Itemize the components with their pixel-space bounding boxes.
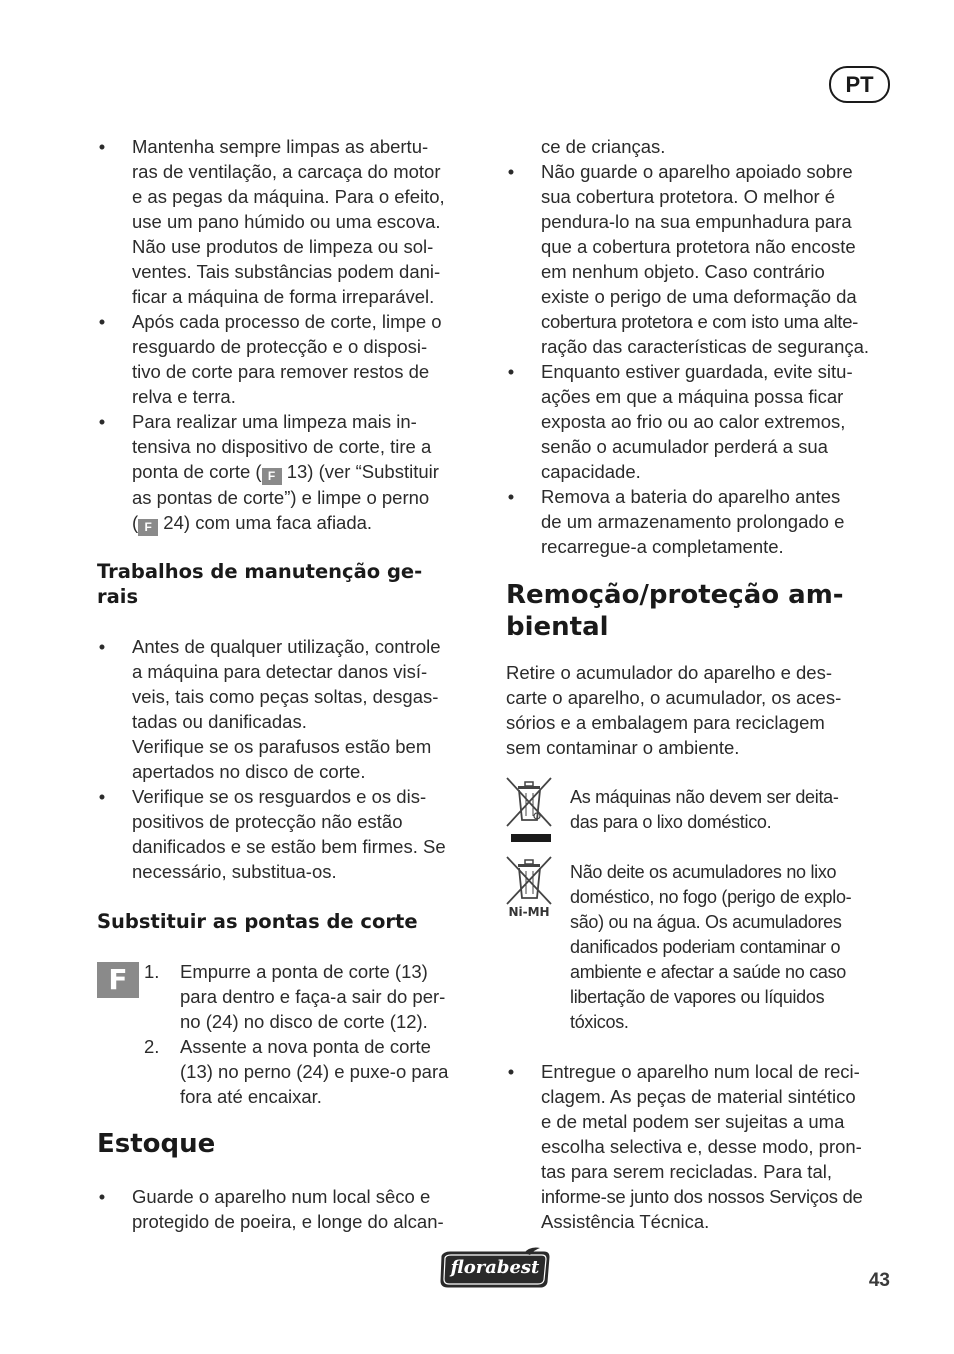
text-line bbox=[132, 510, 481, 536]
text-line: danificados poderiam contaminar o bbox=[570, 937, 841, 957]
text-line: Após cada processo de corte, limpe o bbox=[132, 311, 442, 332]
battery-type-label: Ni-MH bbox=[508, 905, 550, 919]
text-fragment: ( bbox=[132, 512, 139, 533]
text-line: necessário, substitua-os. bbox=[132, 861, 337, 882]
text-line: ficar a máquina de forma irreparável. bbox=[132, 286, 435, 307]
text-line: Assistência Técnica. bbox=[541, 1211, 710, 1232]
list-item: • Entregue o aparelho num local de reci- clagem. As peças de material sintético e de metal podem ser sujeitas a uma escolha selectiva e, desse modo, pron- tas para serem recicladas. Para tal, informe-se junto dos nossos Serviços de Assistência Técnica. bbox=[506, 1059, 896, 1234]
text-line: existe o perigo de uma deformação da bbox=[541, 286, 857, 307]
text-line: Guarde o aparelho num local sêco e bbox=[132, 1186, 431, 1207]
text-line: (13) no perno (24) e puxe-o para bbox=[180, 1061, 449, 1082]
text-line: ração das características de segurança. bbox=[541, 336, 870, 357]
text-line: Verifique se os parafusos estão bem bbox=[132, 736, 432, 757]
text-line: Para realizar uma limpeza mais in- bbox=[132, 411, 417, 432]
heading-line: Trabalhos de manutenção ge- bbox=[97, 560, 423, 583]
disposal-intro bbox=[506, 660, 896, 760]
text-line: recarregue-a completamente. bbox=[541, 536, 784, 557]
text-line: para dentro e faça-a sair do per- bbox=[180, 986, 446, 1007]
text-line: carte o aparelho, o acumulador, os aces- bbox=[506, 687, 842, 708]
text-line: libertação de vapores ou líquidos bbox=[570, 987, 825, 1007]
text-line: e as pegas da máquina. Para o efeito, bbox=[132, 186, 445, 207]
text-line: escolha selectiva e, desse modo, pron- bbox=[541, 1136, 862, 1157]
battery-crossed-bin-icon bbox=[502, 856, 556, 926]
weee-note bbox=[570, 785, 890, 835]
text-line: a máquina para detectar danos visí- bbox=[132, 661, 428, 682]
text-line: Antes de qualquer utilização, controle bbox=[132, 636, 441, 657]
text-line: apertados no disco de corte. bbox=[132, 761, 366, 782]
brand-logo bbox=[438, 1246, 552, 1290]
text-line: ce de crianças. bbox=[541, 136, 666, 157]
text-line: danificados e se estão bem firmes. Se bbox=[132, 836, 446, 857]
text-line: Assente a nova ponta de corte bbox=[180, 1036, 431, 1057]
language-badge: PT bbox=[829, 66, 890, 103]
text-line: fora até encaixar. bbox=[180, 1086, 322, 1107]
text-line: Mantenha sempre limpas as abertu- bbox=[132, 136, 429, 157]
maintenance-list bbox=[97, 634, 481, 884]
list-item: • Guarde o aparelho num local sêco e protegido de poeira, e longe do alcan- bbox=[97, 1184, 481, 1234]
text-line: protegido de poeira, e longe do alcan- bbox=[132, 1211, 444, 1232]
text-line: Retire o acumulador do aparelho e des- bbox=[506, 662, 832, 683]
text-line: que a cobertura protetora não encoste bbox=[541, 236, 856, 257]
crossed-bin-icon bbox=[504, 776, 554, 846]
text-line: tas para serem recicladas. Para tal, bbox=[541, 1161, 832, 1182]
text-line: ambiente e afectar a saúde no caso bbox=[570, 962, 846, 982]
text-line: Remova a bateria do aparelho antes bbox=[541, 486, 841, 507]
text-line: cobertura protetora e com isto uma alte- bbox=[541, 311, 859, 332]
heading-replace-tips: Substituir as pontas de corte bbox=[97, 910, 418, 933]
text-line: Não use produtos de limpeza ou sol- bbox=[132, 236, 434, 257]
heading-disposal bbox=[506, 579, 896, 643]
text-line: de um armazenamento prolongado e bbox=[541, 511, 845, 532]
text-line: Empurre a ponta de corte (13) bbox=[180, 961, 428, 982]
step-number: 2. bbox=[144, 1036, 160, 1057]
list-item: • Para realizar uma limpeza mais in- tensiva no dispositivo de corte, tire a ponta de corte ( F 13) (ver “Substituir as pontas de corte”) e limpe o perno ( F 24) com uma faca afiada. bbox=[97, 409, 481, 536]
text-line: no (24) no disco de corte (12). bbox=[180, 1011, 428, 1032]
text-line: tadas ou danificadas. bbox=[132, 711, 307, 732]
text-line: use um pano húmido ou uma escova. bbox=[132, 211, 441, 232]
text-line: as pontas de corte”) e limpe o perno bbox=[132, 487, 430, 508]
text-line: informe-se junto dos nossos Serviços de bbox=[541, 1186, 863, 1207]
text-line: pendura-lo na sua empunhadura para bbox=[541, 211, 852, 232]
logo-text: florabest bbox=[450, 1257, 540, 1278]
text-line: doméstico, no fogo (perigo de explo- bbox=[570, 887, 852, 907]
text-line: tensiva no dispositivo de corte, tire a bbox=[132, 436, 432, 457]
text-line: tivo de corte para remover restos de bbox=[132, 361, 430, 382]
text-line: relva e terra. bbox=[132, 386, 236, 407]
right-column bbox=[506, 134, 896, 559]
text-line: Entregue o aparelho num local de reci- bbox=[541, 1061, 860, 1082]
list-item: • Enquanto estiver guardada, evite situ- ações em que a máquina possa ficar exposta ao frio ou ao calor extremos, senão o acumulador perderá a sua capacidade. bbox=[506, 359, 896, 484]
heading-line: biental bbox=[506, 612, 609, 642]
text-line: positivos de protecção não estão bbox=[132, 811, 403, 832]
text-line: sem contaminar o ambiente. bbox=[506, 737, 740, 758]
heading-maintenance bbox=[97, 559, 481, 609]
battery-note bbox=[570, 860, 890, 1035]
list-item: • Não guarde o aparelho apoiado sobre sua cobertura protetora. O melhor é pendura-lo na sua empunhadura para que a cobertura protetora não encoste em nenhum objeto. Caso contrário existe o perigo de uma deformação da cobertura protetora e com isto uma alte- ração das características de segurança. bbox=[506, 159, 896, 359]
text-line: Verifique se os resguardos e os dis- bbox=[132, 786, 427, 807]
text-line: das para o lixo doméstico. bbox=[570, 812, 772, 832]
list-item: • Remova a bateria do aparelho antes de um armazenamento prolongado e recarregue-a completamente. bbox=[506, 484, 896, 559]
text-fragment: 13) (ver “Substituir bbox=[281, 461, 439, 482]
figure-f-badge: F bbox=[138, 519, 158, 536]
text-line: ações em que a máquina possa ficar bbox=[541, 386, 844, 407]
heading-line: Remoção/proteção am- bbox=[506, 580, 844, 610]
text-fragment: ponta de corte ( bbox=[132, 461, 262, 482]
recycle-list bbox=[506, 1059, 896, 1234]
text-line: Não guarde o aparelho apoiado sobre bbox=[541, 161, 853, 182]
text-line: veis, tais como peças soltas, desgas- bbox=[132, 686, 439, 707]
figure-f-large-badge: F bbox=[97, 962, 139, 998]
list-item: • Verifique se os resguardos e os dis- positivos de protecção não estão danificados e se estão bem firmes. Se necessário, substitua-os. bbox=[97, 784, 481, 884]
figure-f-badge: F bbox=[262, 468, 282, 485]
list-item: • Antes de qualquer utilização, controle a máquina para detectar danos visí- veis, tais como peças soltas, desgas- tadas ou danificadas. Verifique se os parafusos estão bem apertados no disco de corte. bbox=[97, 634, 481, 784]
step-item bbox=[97, 1034, 481, 1109]
text-line: Não deite os acumuladores no lixo bbox=[570, 862, 837, 882]
text-line bbox=[132, 459, 481, 485]
list-item: • Mantenha sempre limpas as abertu- ras de ventilação, a carcaça do motor e as pegas da máquina. Para o efeito, use um pano húmido ou uma escova. Não use produtos de limpeza ou sol- ventes. Tais substâncias podem dani- ficar a máquina de forma irreparável. bbox=[97, 134, 481, 309]
step-number: 1. bbox=[144, 961, 160, 982]
step-item bbox=[97, 959, 481, 1034]
text-line: exposta ao frio ou ao calor extremos, bbox=[541, 411, 846, 432]
replace-steps bbox=[97, 959, 481, 1109]
bullet-text bbox=[132, 134, 481, 309]
storage-list-left bbox=[97, 1184, 481, 1234]
heading-line: rais bbox=[97, 585, 139, 608]
left-column bbox=[97, 134, 481, 536]
text-line: são) ou na água. Os acumuladores bbox=[570, 912, 842, 932]
text-line: Enquanto estiver guardada, evite situ- bbox=[541, 361, 853, 382]
text-line: em nenhum objeto. Caso contrário bbox=[541, 261, 825, 282]
text-line: sua cobertura protetora. O melhor é bbox=[541, 186, 836, 207]
text-line: ventes. Tais substâncias podem dani- bbox=[132, 261, 441, 282]
text-line: clagem. As peças de material sintético bbox=[541, 1086, 856, 1107]
text-line: ras de ventilação, a carcaça do motor bbox=[132, 161, 441, 182]
text-fragment: 24) com uma faca afiada. bbox=[158, 512, 373, 533]
text-line: tóxicos. bbox=[570, 1012, 629, 1032]
text-line: resguardo de protecção e o disposi- bbox=[132, 336, 428, 357]
heading-storage: Estoque bbox=[97, 1129, 216, 1159]
text-line: capacidade. bbox=[541, 461, 641, 482]
text-line: e de metal podem ser sujeitas a uma bbox=[541, 1111, 845, 1132]
page-number: 43 bbox=[868, 1270, 890, 1291]
list-item: • Após cada processo de corte, limpe o resguardo de protecção e o disposi- tivo de corte para remover restos de relva e terra. bbox=[97, 309, 481, 409]
text-line: As máquinas não devem ser deita- bbox=[570, 787, 839, 807]
text-line: sórios e a embalagem para reciclagem bbox=[506, 712, 825, 733]
text-line: senão o acumulador perderá a sua bbox=[541, 436, 828, 457]
